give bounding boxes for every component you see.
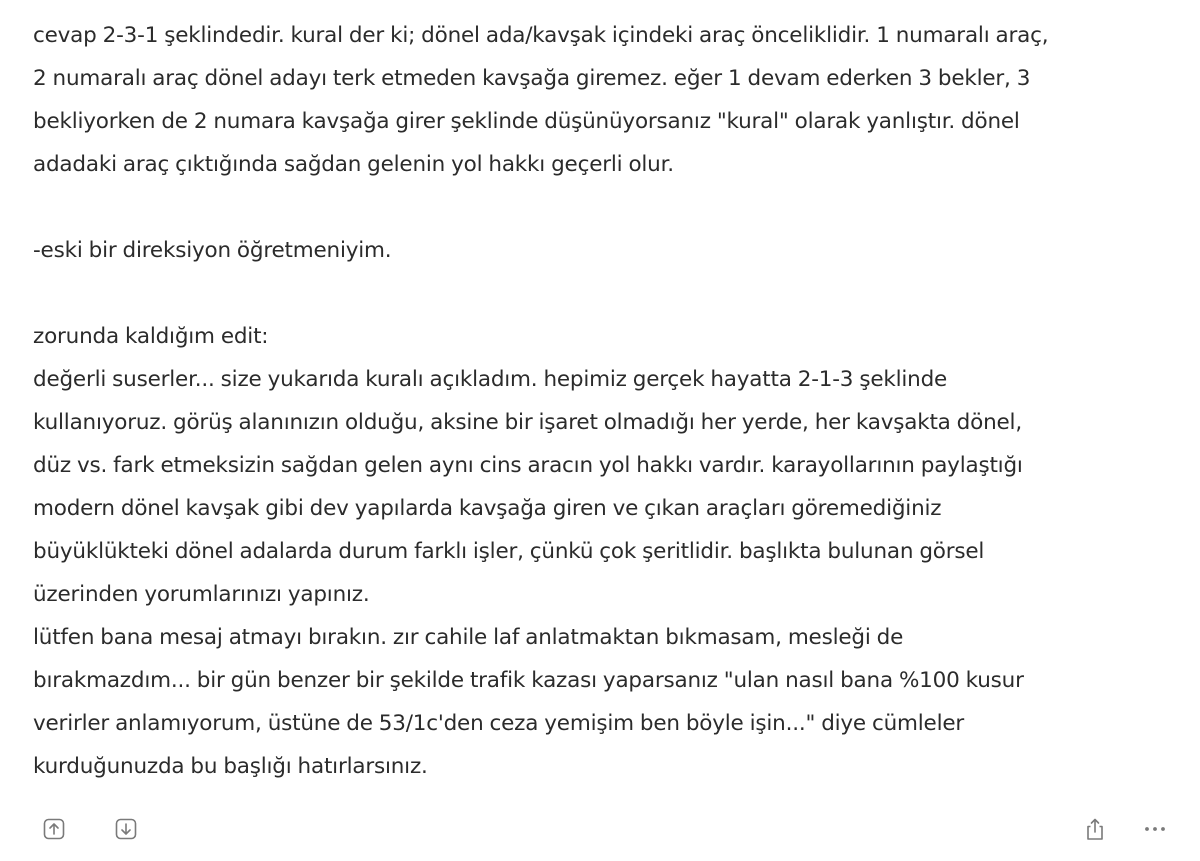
entry-line: düz vs. fark etmeksizin sağdan gelen aynı cins aracın yol hakkı vardır. karayollarının paylaştığı xyxy=(33,453,1023,478)
entry-line: verirler anlamıyorum, üstüne de 53/1c'den ceza yemişim ben böyle işin..." diye cümleler xyxy=(33,711,965,736)
downvote-button[interactable] xyxy=(114,817,138,841)
share-icon xyxy=(1084,817,1106,841)
entry-line: kullanıyoruz. görüş alanınızın olduğu, aksine bir işaret olmadığı her yerde, her kavşakta dönel, xyxy=(33,410,1022,435)
entry-line: modern dönel kavşak gibi dev yapılarda kavşağa giren ve çıkan araçları göremediğiniz xyxy=(33,496,942,521)
entry-content xyxy=(33,14,1183,788)
entry-signature: -eski bir direksiyon öğretmeniyim. xyxy=(33,238,392,263)
edit-heading: zorunda kaldığım edit: xyxy=(33,324,269,349)
entry-line: cevap 2-3-1 şeklindedir. kural der ki; dönel ada/kavşak içindeki araç önceliklidir. 1 numaralı araç, xyxy=(33,23,1049,48)
paragraph-gap xyxy=(33,186,1183,229)
entry-footer xyxy=(0,810,1200,850)
downvote-icon xyxy=(115,818,137,840)
entry-line: bırakmazdım... bir gün benzer bir şekilde trafik kazası yaparsanız "ulan nasıl bana %100 kusur xyxy=(33,668,1024,693)
entry-line: adadaki araç çıktığında sağdan gelenin yol hakkı geçerli olur. xyxy=(33,152,674,177)
entry-line: değerli suserler... size yukarıda kuralı açıkladım. hepimiz gerçek hayatta 2-1-3 şeklinde xyxy=(33,367,948,392)
share-button[interactable] xyxy=(1083,817,1107,841)
entry-line: lütfen bana mesaj atmayı bırakın. zır cahile laf anlatmaktan bıkmasam, mesleği de xyxy=(33,625,904,650)
entry-line: bekliyorken de 2 numara kavşağa girer şeklinde düşünüyorsanız "kural" olarak yanlıştır. dönel xyxy=(33,109,1020,134)
more-options-icon xyxy=(1143,825,1167,833)
entry-paragraph-1 xyxy=(33,14,1183,186)
paragraph-gap xyxy=(33,272,1183,315)
upvote-icon xyxy=(43,818,65,840)
entry-paragraph-2 xyxy=(33,358,1183,616)
entry-line: üzerinden yorumlarınızı yapınız. xyxy=(33,582,370,607)
more-options-button[interactable] xyxy=(1141,817,1169,841)
entry-paragraph-3 xyxy=(33,616,1183,788)
upvote-button[interactable] xyxy=(42,817,66,841)
entry-line: 2 numaralı araç dönel adayı terk etmeden kavşağa giremez. eğer 1 devam ederken 3 bekler, 3 xyxy=(33,66,1031,91)
entry-line: kurduğunuzda bu başlığı hatırlarsınız. xyxy=(33,754,428,779)
entry-line: büyüklükteki dönel adalarda durum farklı işler, çünkü çok şeritlidir. başlıkta bulunan görsel xyxy=(33,539,985,564)
